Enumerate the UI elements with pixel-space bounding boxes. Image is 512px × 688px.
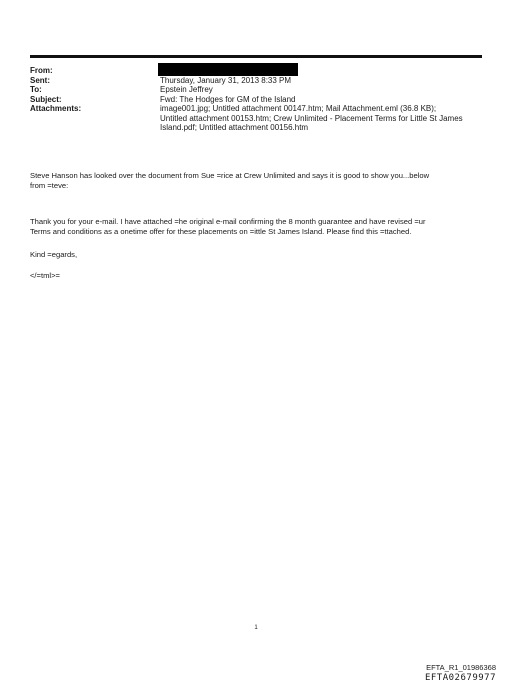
bates-stamp-2: EFTA02679977	[424, 673, 496, 683]
body-paragraph-2	[30, 217, 482, 237]
bates-stamp-1: EFTA_R1_01986368	[426, 663, 496, 672]
body-closing: Kind =egards,	[30, 250, 78, 259]
body-p1-line-2: from =teve:	[30, 181, 69, 190]
to-value: Epstein Jeffrey	[160, 85, 213, 94]
top-rule	[30, 55, 482, 58]
subject-label: Subject:	[30, 94, 62, 104]
sent-row	[30, 76, 490, 86]
body-paragraph-1	[30, 171, 482, 191]
attachments-line-2: Untitled attachment 00153.htm; Crew Unlimited - Placement Terms for Little St James	[160, 113, 463, 123]
attachments-value	[160, 104, 490, 133]
body-p2-line-2: Terms and conditions as a onetime offer for these placements on =ittle St James Island. Please find this =ttached.	[30, 227, 412, 236]
page-number: 1	[254, 625, 258, 631]
body-p2-line-1: Thank you for your e-mail. I have attached =he original e-mail confirming the 8 month guarantee and have revised =ur	[30, 217, 426, 226]
to-row	[30, 85, 490, 95]
body-html-artifact: </=tml>=	[30, 271, 60, 280]
sent-label: Sent:	[30, 75, 50, 85]
to-label: To:	[30, 85, 42, 94]
attachments-line-3: Island.pdf; Untitled attachment 00156.htm	[160, 123, 309, 132]
body-p1-line-1: Steve Hanson has looked over the document from Sue =rice at Crew Unlimited and says it is good to show you...below	[30, 171, 430, 180]
subject-row	[30, 95, 490, 105]
attachments-label: Attachments:	[30, 104, 82, 113]
attachments-line-1: image001.jpg; Untitled attachment 00147.htm; Mail Attachment.eml (36.8 KB);	[160, 104, 437, 113]
sent-value: Thursday, January 31, 2013 8:33 PM	[160, 75, 292, 85]
from-label: From:	[30, 66, 53, 75]
attachments-row	[30, 104, 490, 133]
subject-value: Fwd: The Hodges for GM of the Island	[160, 94, 296, 104]
redaction-block	[158, 63, 298, 76]
